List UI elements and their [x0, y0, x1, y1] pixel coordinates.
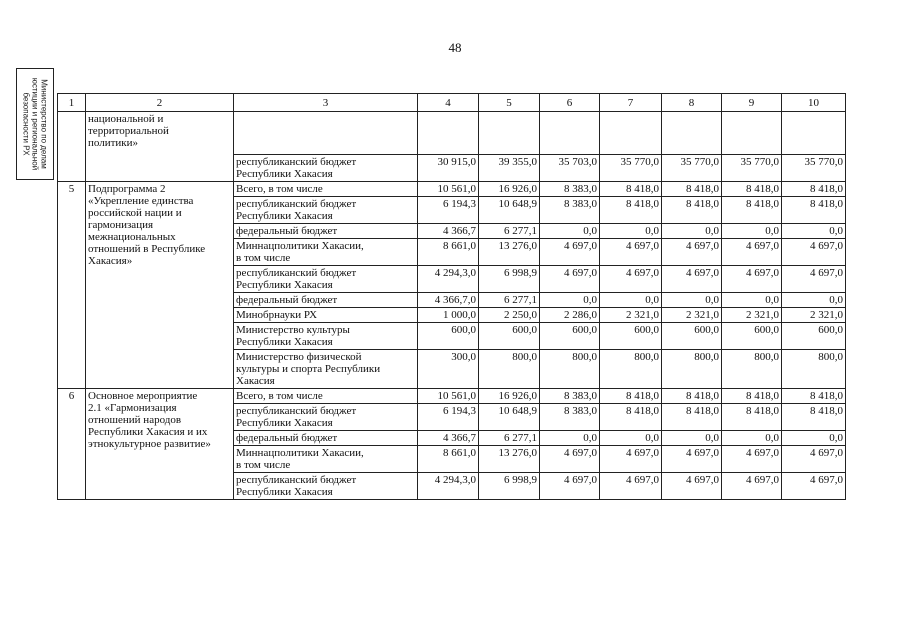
value-cell: 1 000,0: [418, 308, 479, 323]
value-cell: 8 418,0: [600, 197, 662, 224]
value-cell: 4 697,0: [782, 473, 846, 500]
value-cell: 4 366,7: [418, 431, 479, 446]
funding-source: федеральный бюджет: [234, 293, 418, 308]
value-cell: 10 648,9: [479, 404, 540, 431]
value-cell: 600,0: [418, 323, 479, 350]
value-cell: 600,0: [540, 323, 600, 350]
value-cell: 0,0: [722, 293, 782, 308]
value-cell: 8 418,0: [600, 404, 662, 431]
value-cell: 39 355,0: [479, 155, 540, 182]
funding-source: республиканский бюджет Республики Хакасия: [234, 404, 418, 431]
value-cell: 0,0: [540, 431, 600, 446]
value-cell: 4 697,0: [662, 266, 722, 293]
value-cell: 6 277,1: [479, 431, 540, 446]
funding-source: Миннацполитики Хакасии, в том числе: [234, 446, 418, 473]
value-cell: 8 418,0: [782, 389, 846, 404]
empty-cell: [540, 112, 600, 155]
value-cell: 8 418,0: [600, 389, 662, 404]
value-cell: 4 697,0: [662, 239, 722, 266]
column-header: 8: [662, 94, 722, 112]
registration-stamp: [16, 68, 54, 180]
value-cell: 800,0: [662, 350, 722, 389]
value-cell: 30 915,0: [418, 155, 479, 182]
value-cell: 35 770,0: [662, 155, 722, 182]
row-description: Подпрограмма 2 «Укрепление единства российской нации и гармонизация межнациональных отношений в Республике Хакасия»: [86, 182, 234, 389]
value-cell: 8 418,0: [662, 182, 722, 197]
column-header: 10: [782, 94, 846, 112]
value-cell: 4 366,7,0: [418, 293, 479, 308]
value-cell: 8 383,0: [540, 389, 600, 404]
header-row: [58, 94, 846, 112]
value-cell: 600,0: [782, 323, 846, 350]
value-cell: 8 418,0: [782, 197, 846, 224]
value-cell: 8 418,0: [722, 389, 782, 404]
value-cell: 4 697,0: [662, 446, 722, 473]
value-cell: 600,0: [722, 323, 782, 350]
table-row: [58, 182, 846, 197]
table-row: [58, 389, 846, 404]
empty-cell: [234, 112, 418, 155]
empty-cell: [662, 112, 722, 155]
value-cell: 8 418,0: [782, 404, 846, 431]
value-cell: 4 697,0: [600, 266, 662, 293]
value-cell: 0,0: [662, 224, 722, 239]
column-header: 3: [234, 94, 418, 112]
table-body: [58, 112, 846, 500]
value-cell: 6 998,9: [479, 473, 540, 500]
value-cell: 4 697,0: [540, 239, 600, 266]
value-cell: 0,0: [662, 431, 722, 446]
value-cell: 0,0: [540, 224, 600, 239]
value-cell: 35 770,0: [782, 155, 846, 182]
budget-table: [57, 93, 846, 500]
value-cell: 4 697,0: [722, 446, 782, 473]
value-cell: 10 561,0: [418, 389, 479, 404]
value-cell: 4 697,0: [540, 266, 600, 293]
value-cell: 800,0: [782, 350, 846, 389]
value-cell: 8 661,0: [418, 446, 479, 473]
value-cell: 300,0: [418, 350, 479, 389]
value-cell: 2 286,0: [540, 308, 600, 323]
value-cell: 0,0: [662, 293, 722, 308]
page-number: 48: [448, 40, 462, 55]
row-description: национальной и территориальной политики»: [86, 112, 234, 182]
value-cell: 8 383,0: [540, 197, 600, 224]
value-cell: 6 194,3: [418, 404, 479, 431]
value-cell: 0,0: [782, 224, 846, 239]
value-cell: 10 561,0: [418, 182, 479, 197]
empty-cell: [722, 112, 782, 155]
value-cell: 8 418,0: [782, 182, 846, 197]
value-cell: 6 277,1: [479, 293, 540, 308]
value-cell: 8 418,0: [662, 197, 722, 224]
column-header: 7: [600, 94, 662, 112]
value-cell: 4 697,0: [722, 473, 782, 500]
column-header: 5: [479, 94, 540, 112]
value-cell: 6 194,3: [418, 197, 479, 224]
funding-source: Минобрнауки РХ: [234, 308, 418, 323]
value-cell: 0,0: [722, 431, 782, 446]
value-cell: 8 383,0: [540, 182, 600, 197]
value-cell: 4 697,0: [722, 266, 782, 293]
value-cell: 2 321,0: [722, 308, 782, 323]
value-cell: 2 321,0: [782, 308, 846, 323]
value-cell: 35 770,0: [600, 155, 662, 182]
funding-source: республиканский бюджет Республики Хакасия: [234, 197, 418, 224]
value-cell: 2 321,0: [662, 308, 722, 323]
funding-source: Всего, в том числе: [234, 182, 418, 197]
column-header: 4: [418, 94, 479, 112]
value-cell: 4 697,0: [662, 473, 722, 500]
column-header: 9: [722, 94, 782, 112]
value-cell: 8 418,0: [662, 389, 722, 404]
value-cell: 13 276,0: [479, 446, 540, 473]
value-cell: 2 250,0: [479, 308, 540, 323]
value-cell: 800,0: [479, 350, 540, 389]
value-cell: 8 418,0: [722, 182, 782, 197]
value-cell: 8 661,0: [418, 239, 479, 266]
value-cell: 4 697,0: [600, 473, 662, 500]
column-header: 1: [58, 94, 86, 112]
value-cell: 6 277,1: [479, 224, 540, 239]
value-cell: 4 697,0: [782, 266, 846, 293]
value-cell: 8 418,0: [722, 197, 782, 224]
value-cell: 13 276,0: [479, 239, 540, 266]
value-cell: 4 697,0: [540, 473, 600, 500]
value-cell: 800,0: [600, 350, 662, 389]
value-cell: 35 703,0: [540, 155, 600, 182]
funding-source: Министерство физической культуры и спорта Республики Хакасия: [234, 350, 418, 389]
value-cell: 4 697,0: [722, 239, 782, 266]
row-index-cell: [58, 112, 86, 182]
row-description: Основное мероприятие 2.1 «Гармонизация отношений народов Республики Хакасия и их этнокультурное развитие»: [86, 389, 234, 500]
empty-cell: [600, 112, 662, 155]
funding-source: республиканский бюджет Республики Хакасия: [234, 473, 418, 500]
funding-source: республиканский бюджет Республики Хакасия: [234, 266, 418, 293]
funding-source: Министерство культуры Республики Хакасия: [234, 323, 418, 350]
value-cell: 4 294,3,0: [418, 473, 479, 500]
value-cell: 10 648,9: [479, 197, 540, 224]
value-cell: 16 926,0: [479, 389, 540, 404]
value-cell: 600,0: [662, 323, 722, 350]
row-index: 6: [58, 389, 86, 500]
value-cell: 800,0: [540, 350, 600, 389]
empty-cell: [782, 112, 846, 155]
value-cell: 2 321,0: [600, 308, 662, 323]
value-cell: 600,0: [479, 323, 540, 350]
funding-source: Всего, в том числе: [234, 389, 418, 404]
value-cell: 35 770,0: [722, 155, 782, 182]
row-index: 5: [58, 182, 86, 389]
value-cell: 6 998,9: [479, 266, 540, 293]
funding-source: федеральный бюджет: [234, 431, 418, 446]
empty-cell: [479, 112, 540, 155]
value-cell: 0,0: [722, 224, 782, 239]
value-cell: 600,0: [600, 323, 662, 350]
stamp-text: Министерство по делам юстиции и региональной безопасности РХ: [21, 77, 49, 171]
value-cell: 4 294,3,0: [418, 266, 479, 293]
funding-source: Миннацполитики Хакасии, в том числе: [234, 239, 418, 266]
value-cell: 4 697,0: [540, 446, 600, 473]
value-cell: 8 418,0: [600, 182, 662, 197]
empty-cell: [418, 112, 479, 155]
column-header: 6: [540, 94, 600, 112]
value-cell: 16 926,0: [479, 182, 540, 197]
funding-source: республиканский бюджет Республики Хакасия: [234, 155, 418, 182]
value-cell: 0,0: [782, 293, 846, 308]
value-cell: 8 418,0: [722, 404, 782, 431]
table-row: [58, 112, 846, 155]
column-header: 2: [86, 94, 234, 112]
funding-source: федеральный бюджет: [234, 224, 418, 239]
value-cell: 0,0: [600, 224, 662, 239]
value-cell: 4 697,0: [600, 446, 662, 473]
value-cell: 4 366,7: [418, 224, 479, 239]
value-cell: 8 383,0: [540, 404, 600, 431]
value-cell: 0,0: [782, 431, 846, 446]
value-cell: 0,0: [540, 293, 600, 308]
value-cell: 4 697,0: [600, 239, 662, 266]
value-cell: 4 697,0: [782, 239, 846, 266]
value-cell: 0,0: [600, 431, 662, 446]
value-cell: 0,0: [600, 293, 662, 308]
value-cell: 8 418,0: [662, 404, 722, 431]
value-cell: 800,0: [722, 350, 782, 389]
value-cell: 4 697,0: [782, 446, 846, 473]
